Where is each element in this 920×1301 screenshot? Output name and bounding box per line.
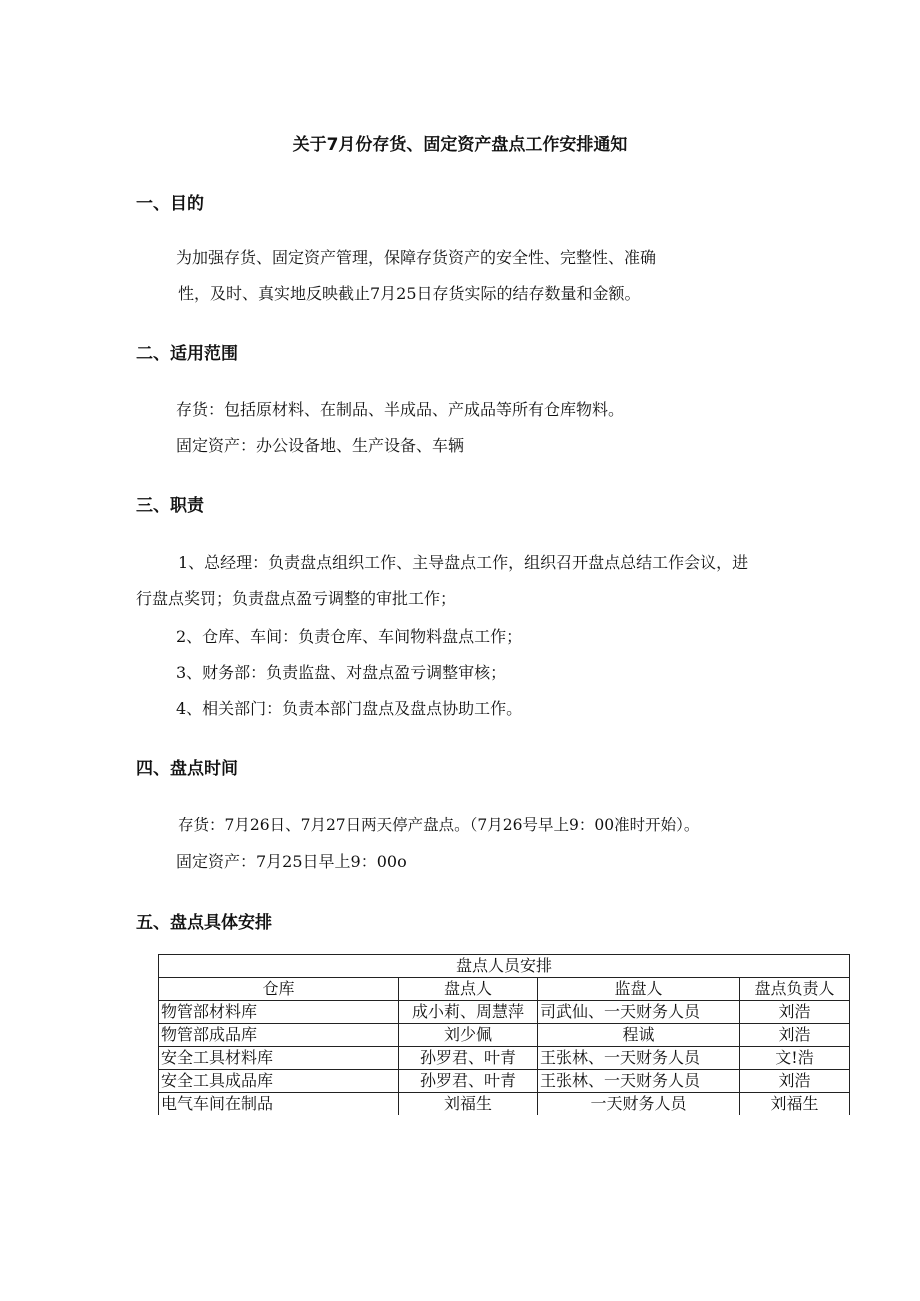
cell-supervisor: 司武仙、一天财务人员 [538,1001,740,1024]
cell-supervisor: 王张林、一天财务人员 [538,1047,740,1070]
section-heading-arrangement: 五、盘点具体安排 [136,913,272,933]
header-warehouse: 仓库 [159,978,399,1001]
purpose-line-1: 为加强存货、固定资产管理，保障存货资产的安全性、完整性、准确 [176,248,657,267]
table-caption: 盘点人员安排 [159,955,850,978]
scope-line-inventory: 存货：包括原材料、在制品、半成品、产成品等所有仓库物料。 [176,400,625,419]
scope-line-fixed-assets: 固定资产：办公设备地、生产设备、车辆 [176,436,465,455]
table-row [159,1024,850,1047]
time-line-inventory: 存货：7月26日、7月27日两天停产盘点。（7月26号早上9：00准时开始）。 [178,816,700,834]
cell-responsible: 刘浩 [740,1070,850,1093]
duty-line-3: 3、财务部：负责监盘、对盘点盈亏调整审核； [176,663,507,682]
cell-warehouse: 物管部材料库 [159,1001,399,1024]
table-row [159,1093,850,1116]
purpose-line-2: 性，及时、真实地反映截止7月25日存货实际的结存数量和金额。 [178,284,641,303]
cell-warehouse: 安全工具成品库 [159,1070,399,1093]
section-heading-duties: 三、职责 [136,496,204,516]
cell-counter: 孙罗君、叶青 [399,1070,538,1093]
cell-supervisor: 一天财务人员 [538,1093,740,1116]
table-caption-row [159,955,850,978]
header-responsible: 盘点负责人 [740,978,850,1001]
duty-line-1-cont: 行盘点奖罚；负责盘点盈亏调整的审批工作； [136,589,457,608]
cell-warehouse: 安全工具材料库 [159,1047,399,1070]
cell-responsible: 刘浩 [740,1024,850,1047]
duty-line-4: 4、相关部门：负责本部门盘点及盘点协助工作。 [176,699,523,718]
header-supervisor: 监盘人 [538,978,740,1001]
cell-responsible: 刘浩 [740,1001,850,1024]
cell-responsible: 刘福生 [740,1093,850,1116]
cell-counter: 孙罗君、叶青 [399,1047,538,1070]
table-row [159,1070,850,1093]
table-row [159,1001,850,1024]
cell-responsible: 文!浩 [740,1047,850,1070]
section-heading-purpose: 一、目的 [136,194,204,214]
staff-arrangement-table [158,954,850,1115]
cell-warehouse: 电气车间在制品 [159,1093,399,1116]
section-heading-time: 四、盘点时间 [136,759,238,779]
cell-supervisor: 王张林、一天财务人员 [538,1070,740,1093]
duty-line-2: 2、仓库、车间：负责仓库、车间物料盘点工作； [176,627,523,646]
table-row [159,1047,850,1070]
table-header-row [159,978,850,1001]
cell-counter: 成小莉、周慧萍 [399,1001,538,1024]
cell-warehouse: 物管部成品库 [159,1024,399,1047]
page-title: 关于7月份存货、固定资产盘点工作安排通知 [292,135,628,155]
cell-supervisor: 程诚 [538,1024,740,1047]
header-counter: 盘点人 [399,978,538,1001]
cell-counter: 刘福生 [399,1093,538,1116]
duty-line-1: 1、总经理：负责盘点组织工作、主导盘点工作，组织召开盘点总结工作会议，进 [178,553,749,572]
section-heading-scope: 二、适用范围 [136,344,238,364]
time-line-fixed-assets: 固定资产：7月25日早上9：00o [176,852,407,871]
cell-counter: 刘少佩 [399,1024,538,1047]
